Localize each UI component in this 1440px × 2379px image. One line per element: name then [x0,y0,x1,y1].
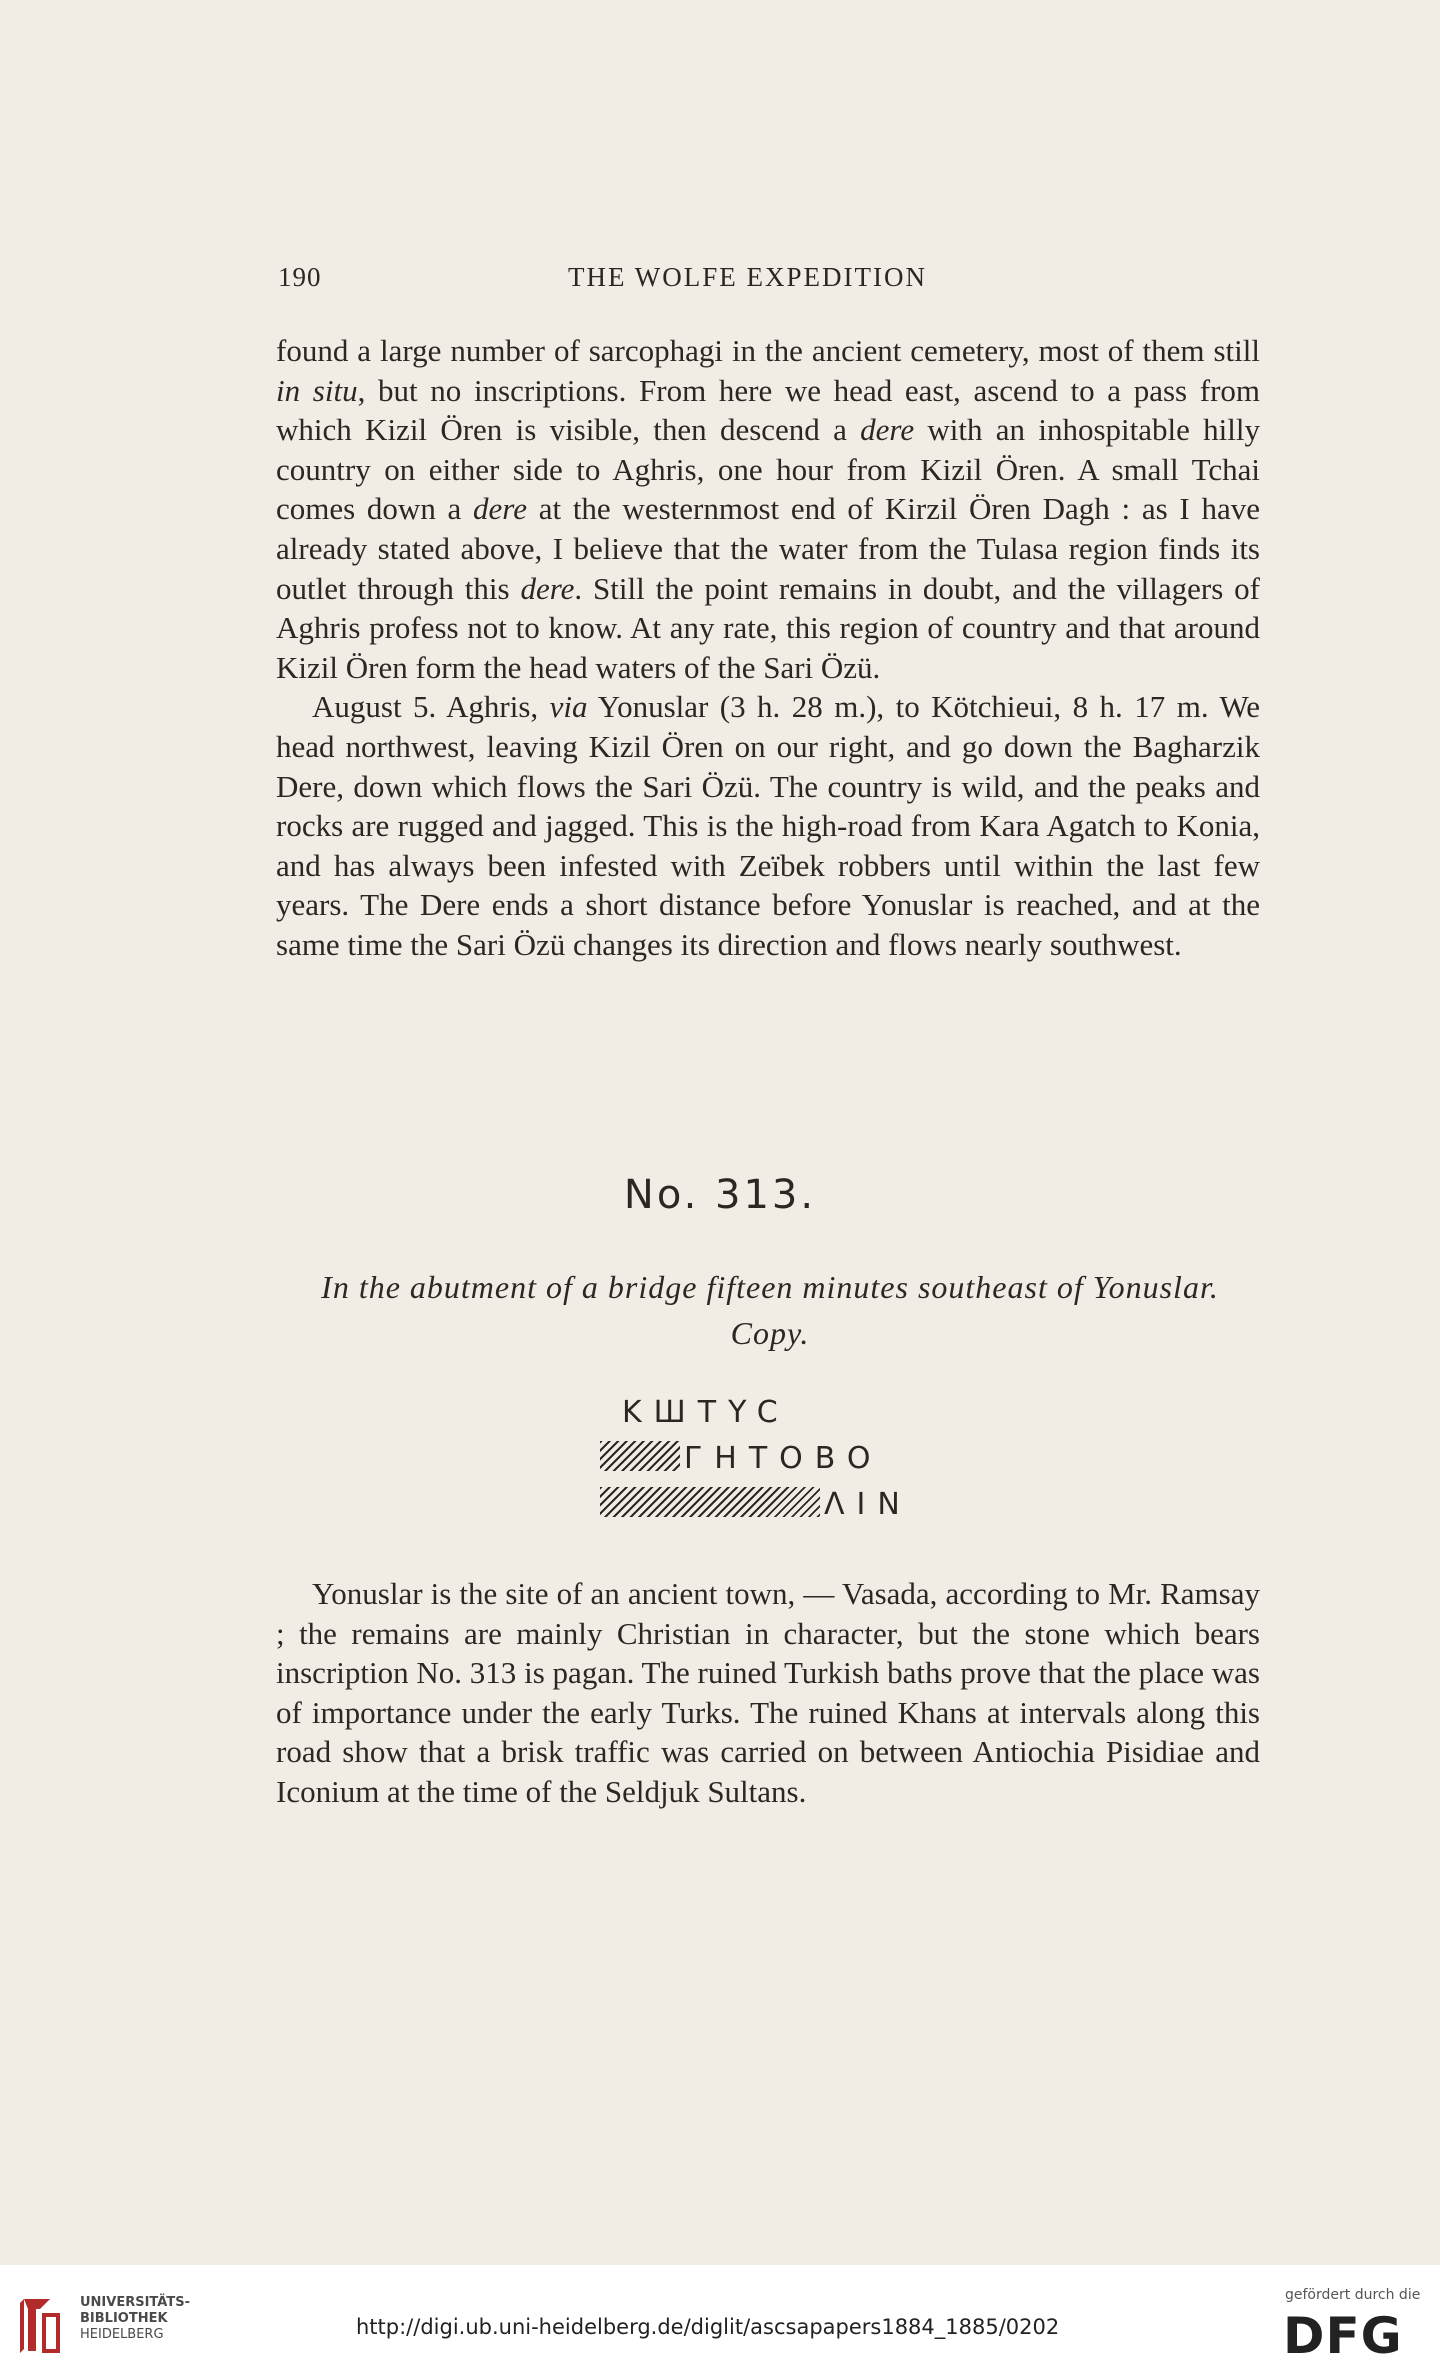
inscription-line-1 [600,1390,940,1436]
inscription-heading: No. 313. [623,1172,817,1218]
inscription-text: KШTYC [622,1395,790,1430]
paragraph-1 [276,331,1260,687]
text-run: Yonuslar (3 h. 28 m.), to Kötchieui, 8 h. 17 m. We head northwest, leaving Kizil Ören on our right, and go down the Bagharzik Dere, down which flows the Sari Özü. The country is wild, and the peaks and rocks are rugged and jagged. This is the high-road from Kara Agatch to Konia, and has always been infested with Zeïbek robbers until within the last few years. The Dere ends a short distance before Yonuslar is reached, and at the same time the Sari Özü changes its direction and flows nearly southwest. [276,689,1260,962]
inscription-line-2 [600,1436,940,1482]
inscription-transcription [600,1390,940,1528]
inscription-description: In the abutment of a bridge fifteen minutes southeast of Yonuslar. Copy. [321,1269,1219,1351]
lacuna-hatching [600,1441,680,1471]
dfg-logo: DFG [1283,2307,1403,2365]
library-name-line: BIBLIOTHEK [80,2311,168,2326]
inscription-line-3 [600,1482,940,1528]
italic-run: dere [473,491,527,527]
text-run: at the westernmost end of Kirzil Ören Dagh : as I have already stated above, I believe that the water from the Tulasa region finds its outlet through this [276,491,1260,606]
text-run: . Still the point remains in doubt, and the villagers of Aghris profess not to know. At any rate, this region of country and that around Kizil Ören form the head waters of the Sari Özü. [276,570,1260,685]
permalink-url[interactable]: http://digi.ub.uni-heidelberg.de/diglit/ascsapapers1884_1885/0202 [356,2315,1060,2339]
library-name-line: HEIDELBERG [80,2327,164,2342]
viewer-footer [0,2265,1440,2379]
library-name-line: UNIVERSITÄTS- [80,2295,190,2310]
paragraph-3: Yonuslar is the site of an ancient town, — Vasada, according to Mr. Ramsay ; the remains are mainly Christian in character, but the stone which bears inscription No. 313 is pagan. The ruined Turkish baths prove that the place was of importance under the early Turks. The ruined Khans at intervals along this road show that a brisk traffic was carried on between Antiochia Pisidiae and Iconium at the time of the Seldjuk Sultans. [276,1576,1260,1809]
inscription-text: ГHTOBO [684,1441,883,1476]
text-run: with an inhospitable hilly country on either side to Aghris, one hour from Kizil Ören. A small Tchai comes down a [276,412,1260,527]
body-text-upper [276,331,1260,965]
funding-note: gefördert durch die [1285,2287,1421,2303]
text-run: , but no inscriptions. From here we head east, ascend to a pass from which Kizil Ören is visible, then descend a [276,372,1261,448]
page-number: 190 [278,262,322,292]
italic-run: dere [860,412,915,448]
inscription-text: ΛIN [824,1487,912,1522]
lacuna-hatching [600,1487,820,1517]
running-title: THE WOLFE EXPEDITION [568,262,927,292]
italic-run: dere [520,570,575,606]
paragraph-2 [276,687,1260,964]
university-library-logo-icon [14,2293,64,2355]
body-text-lower [276,1574,1260,1812]
italic-run: in situ [276,372,358,408]
text-run: found a large number of sarcophagi in the ancient cemetery, most of them still [276,333,1260,368]
library-name [80,2295,190,2343]
text-run: August 5. Aghris, [312,689,550,725]
italic-run: via [549,689,588,725]
